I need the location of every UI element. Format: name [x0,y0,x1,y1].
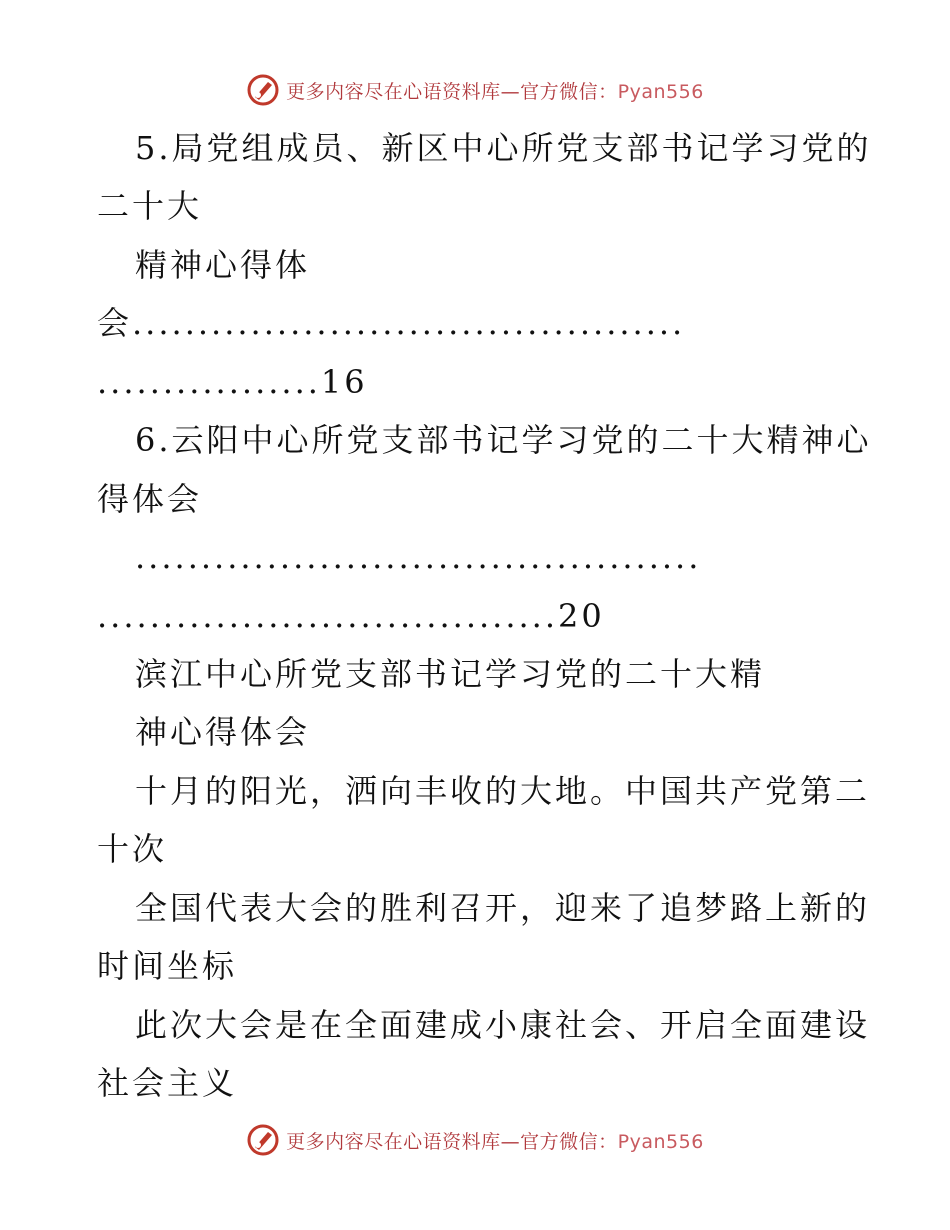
toc-entry-6-line1: 6.云阳中心所党支部书记学习党的二十大精神心 [135,421,872,459]
paragraph-2-line2: 时间坐标 [97,947,238,985]
article-title-line1: 滨江中心所党支部书记学习党的二十大精 [135,655,766,693]
toc-entry-5-page: .................16 [97,363,368,401]
toc-entry-5-line3: 精神心得体 [135,246,311,284]
pen-logo-icon [246,1123,280,1157]
paragraph-1-line1: 十月的阳光，洒向丰收的大地。中国共产党第二 [135,772,871,810]
pen-logo-icon [246,73,280,107]
toc-entry-6-page: ...................................20 [97,597,605,635]
article-title-line2: 神心得体会 [135,713,311,751]
watermark-banner-top [0,70,950,110]
toc-entry-6-line2: 得体会 [97,480,203,518]
watermark-text: 更多内容尽在心语资料库—官方微信：Pyan556 [286,1130,704,1153]
watermark-banner-bottom [0,1120,950,1160]
toc-entry-5-line2: 二十大 [97,187,203,225]
paragraph-2-line1: 全国代表大会的胜利召开，迎来了追梦路上新的 [135,889,871,927]
paragraph-3-line2: 社会主义 [97,1064,238,1102]
paragraph-1-line2: 十次 [97,830,168,868]
toc-entry-5-line4: 会.......................................... [97,304,686,342]
paragraph-3-line1: 此次大会是在全面建成小康社会、开启全面建设 [135,1006,871,1044]
watermark-text: 更多内容尽在心语资料库—官方微信：Pyan556 [286,80,704,103]
toc-entry-6-dots: ........................................... [135,538,702,576]
toc-entry-5-line1: 5.局党组成员、新区中心所党支部书记学习党的 [135,129,872,167]
